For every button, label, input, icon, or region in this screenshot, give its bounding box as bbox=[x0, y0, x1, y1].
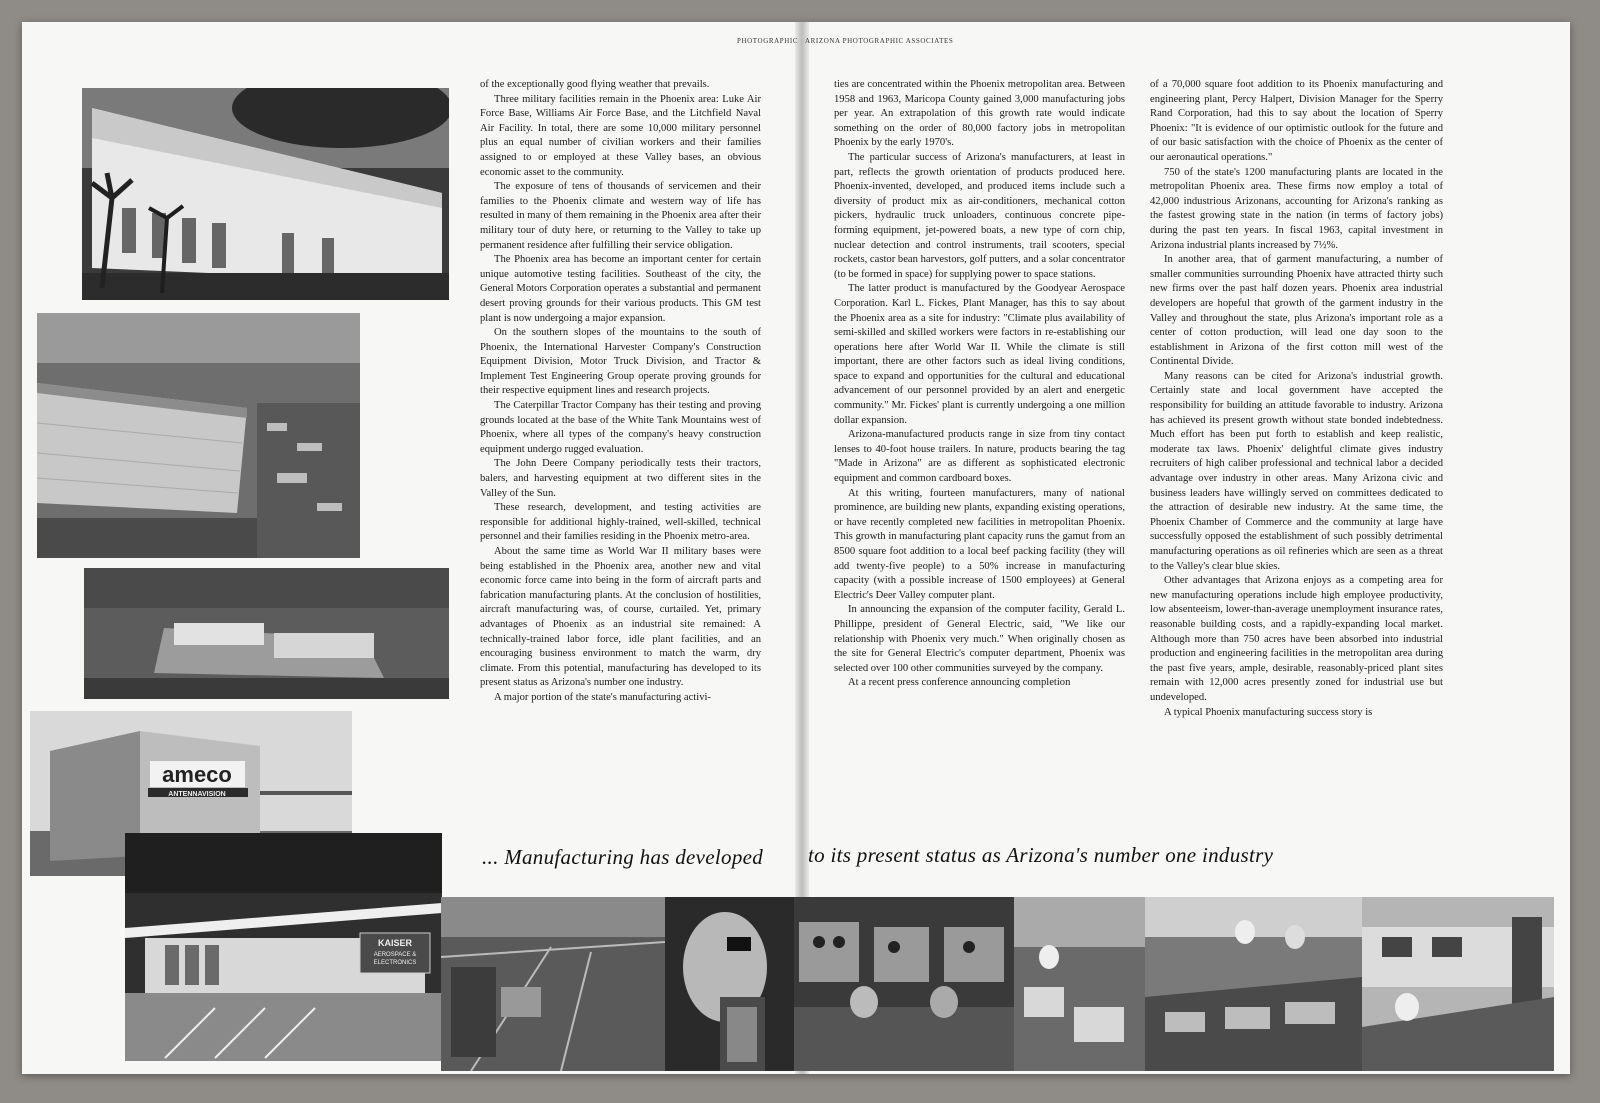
photo-garment-workers bbox=[1014, 897, 1145, 1071]
kaiser-sign-line1: KAISER bbox=[377, 938, 413, 948]
paragraph: of a 70,000 square foot addition to its Phoenix manufacturing and engineering plant, Percy Halpert, Division Manager for the Sperry Rand Corporation, had this to say about the location of Sperry Phoenix: "It is evidence of our optimistic outlook for the future and of our basic satisfaction with the choice of Phoenix as the center of our aeronautical operations." bbox=[1150, 79, 1443, 163]
ameco-sign-subtext: ANTENNAVISION bbox=[168, 791, 226, 798]
photo-control-room bbox=[794, 897, 1014, 1071]
paragraph: The latter product is manufactured by the Goodyear Aerospace Corporation. Karl L. Fickes, Plant Manager, has this to say about the Phoenix area as a site for industry: "Climate plus availability of semi-skilled and skilled workers were factors in re-establishing our operations here after World War II. While the climate is still important, there are other factors such as ideal living conditions, space to expand and opportunities for the cultural and educational advancement of our personnel provided by an alert and energetic community." Mr. Fickes' plant is currently undergoing a one million dollar expansion. bbox=[834, 283, 1125, 426]
photo-electronics-assembly bbox=[1145, 897, 1362, 1071]
paragraph: On the southern slopes of the mountains to the south of Phoenix, the International Harvester Company's Construction Equipment Division, Motor Truck Division, and Tractor & Implement Test Engineering Group operate proving grounds for their respective equipment lines and research projects. bbox=[480, 327, 761, 397]
ameco-sign-text: ameco bbox=[162, 762, 232, 787]
paragraph: About the same time as World War II military bases were being established in the Phoenix area, another new and vital economic force came into being in the form of aircraft parts and fabrication manufacturing plants. At the conclusion of hostilities, aircraft manufacturing was, of course, curtailed. Yet, primary advantages of Phoenix as an industrial site remained: A technically-trained labor force, idle plant facilities, and an encouraging business environment to match the warm, dry climate. From this potential, manufacturing has developed to its present status as Arizona's number one industry. bbox=[480, 546, 761, 689]
photo-credit-right: ARIZONA PHOTOGRAPHIC ASSOCIATES bbox=[805, 37, 954, 45]
paragraph: These research, development, and testing activities are responsible for additional highly-trained, well-skilled, technical personnel and their families residing in the Phoenix metro-area. bbox=[480, 502, 761, 543]
paragraph: In announcing the expansion of the computer facility, Gerald L. Phillippe, president of General Electric, said, "We like our relationship with Phoenix very much." When originally chosen as the site for General Electric's computer department, Phoenix was selected over 100 other communities surveyed by the company. bbox=[834, 604, 1125, 674]
paragraph: The particular success of Arizona's manufacturers, at least in part, reflects the growth orientation of products produced here. Phoenix-invented, developed, and produced items include such a diversity of product mix as air-conditioners, mechanical cotton pickers, hydraulic truck unloaders, continuous concrete pipe-forming equipment, jet-powered boats, a new type of corn chip, nuclear detection and control instruments, trail scooters, special rockets, castor bean harvestors, golf putters, and a solar concentrator (to be formed in space) for supplying power to space stations. bbox=[834, 151, 1125, 280]
paragraph: In another area, that of garment manufacturing, a number of smaller communities surrounding Phoenix have attracted thirty such new firms over the past half dozen years. Phoenix area industrial developers are hopeful that growth of the garment industry in the Valley and throughout the state, plus Arizona's important role as a center of cotton production, will lead one day soon to the establishment in Arizona of the first cotton mill west of the Continental Divide. bbox=[1150, 254, 1443, 368]
photo-computer-operators bbox=[1362, 897, 1554, 1071]
paragraph: The John Deere Company periodically tests their tractors, balers, and harvesting equipment at two different sites in the Valley of the Sun. bbox=[480, 458, 761, 499]
photo-assembly-line bbox=[441, 897, 665, 1071]
kaiser-sign-line3: ELECTRONICS bbox=[373, 960, 417, 966]
paragraph: 750 of the state's 1200 manufacturing plants are located in the metropolitan Phoenix area. These firms now employ a total of 42,000 industrious Arizonans, accounting for Arizona's ranking as the fastest growing state in the nation (in terms of factory jobs) during the past ten years. In fiscal 1963, capital investment in Arizona industrial plants increased by 7½%. bbox=[1150, 166, 1443, 251]
paragraph: of the exceptionally good flying weather that prevails. bbox=[480, 79, 710, 90]
caption-right: to its present status as Arizona's number one industry bbox=[808, 843, 1274, 867]
photo-aerial-plant bbox=[37, 313, 360, 558]
paragraph: At a recent press conference announcing completion bbox=[848, 677, 1071, 689]
paragraph: ties are concentrated within the Phoenix metropolitan area. Between 1958 and 1963, Maricopa County gained 3,000 manufacturing jobs per year. An extrapolation of this growth rate would indicate something on the order of 80,000 factory jobs in metropolitan Phoenix by the early 1970's. bbox=[834, 79, 1125, 149]
kaiser-sign-line2: AEROSPACE & bbox=[373, 952, 417, 958]
paragraph: A typical Phoenix manufacturing success story is bbox=[1164, 706, 1373, 718]
paragraph: The Phoenix area has become an important center for certain unique automotive testing facilities. Southeast of the city, the General Motors Corporation operates a substantial and permanent desert proving grounds for their various products. This GM test plant is now undergoing a major expansion. bbox=[480, 254, 761, 324]
caption-left: ... Manufacturing has developed bbox=[482, 845, 764, 869]
text-column-3 bbox=[1150, 78, 1443, 818]
paragraph: Many reasons can be cited for Arizona's industrial growth. Certainly state and local government have accepted the responsibility for building an attitude favorable to industry. Arizona has achieved its present growth without state bonded indebtedness. Much effort has been put forth to establish and keep realistic, moderate tax laws. Phoenix' delightful climate gives industry recruiters of high caliber professional and technical labor a decided advantage over industry in other areas. Many Arizona civic and business leaders have willingly served on committees dedicated to the attraction of desirable new industry. At the same time, the Phoenix Chamber of Commerce and the community at large have successfully opposed the establishment of such possibly detrimental manufacturing operations as oil refineries which are seen as a threat to the Valley's clear blue skies. bbox=[1150, 370, 1443, 572]
photo-desert-plant bbox=[84, 568, 449, 699]
photo-technician-closeup bbox=[665, 897, 794, 1071]
paragraph: A major portion of the state's manufacturing activi- bbox=[494, 691, 711, 703]
photo-factory-palms bbox=[82, 88, 449, 300]
paragraph: At this writing, fourteen manufacturers, many of national prominence, are building new plants, expanding existing operations, or have recently completed new facilities in metropolitan Phoenix. This growth in manufacturing plant capacity runs the gamut from an 8500 square foot addition to a local beef packing facility (they will add twenty-five people) to a 50% increase in manufacturing capacity (with a possible increase of 1500 employees) at General Electric's Deer Valley computer plant. bbox=[834, 487, 1125, 601]
text-column-2 bbox=[834, 78, 1125, 818]
paragraph: Three military facilities remain in the Phoenix area: Luke Air Force Base, Williams Air Force Base, and the Litchfield Naval Air Facility. In total, there are some 10,000 military personnel plus an equal number of civilian workers and their families assigned to or employed at these Valley bases, an obvious economic asset to the community. bbox=[480, 93, 761, 178]
text-column-1 bbox=[480, 78, 761, 818]
paragraph: The Caterpillar Tractor Company has their testing and proving grounds located at the base of the White Tank Mountains west of Phoenix, where all types of the company's heavy construction equipment undergo rugged evaluation. bbox=[480, 400, 761, 455]
paragraph: Other advantages that Arizona enjoys as a competing area for new manufacturing operations include high employee productivity, low absenteeism, lower-than-average unemployment insurance rates, reasonable building costs, and a rapidly-expanding local market. Although more than 750 acres have been absorbed into industrial production and engineering facilities in the metropolitan area during the past five years, ample, desirable, reasonably-priced plant sites remain with 12,000 acres presently zoned for industrial use but undeveloped. bbox=[1150, 575, 1443, 703]
paragraph: Arizona-manufactured products range in size from tiny contact lenses to 40-foot house trailers. In nature, products bearing the tag "Made in Arizona" are as different as sophisticated electronic equipment and common cardboard boxes. bbox=[834, 429, 1125, 485]
photo-kaiser-building bbox=[125, 833, 442, 1061]
paragraph: The exposure of tens of thousands of servicemen and their families to the Phoenix climate and western way of life has resulted in many of them remaining in the Phoenix area after their military tour of duty here, or returning to the Valley to take up permanent residence after fulfilling their service obligation. bbox=[480, 181, 761, 251]
photo-credit-left: PHOTOGRAPHIC bbox=[737, 37, 799, 45]
